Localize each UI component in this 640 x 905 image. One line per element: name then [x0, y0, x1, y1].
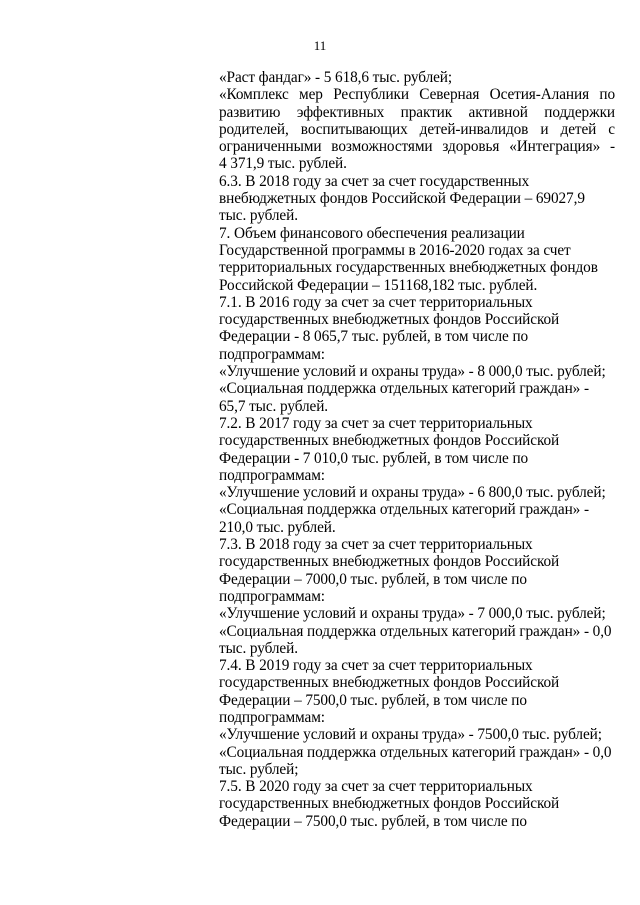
- text-line: «Социальная поддержка отдельных категорий граждан» -: [219, 380, 589, 398]
- text-line: территориальных государственных внебюджетных фондов: [219, 259, 598, 277]
- text-line: «Социальная поддержка отдельных категорий граждан» -: [219, 501, 589, 519]
- text-line: государственных внебюджетных фондов Российской: [219, 795, 560, 813]
- text-line: государственных внебюджетных фондов Российской: [219, 553, 560, 571]
- text-line: подпрограммам:: [219, 466, 325, 484]
- text-line: 7.2. В 2017 году за счет за счет территориальных: [219, 414, 533, 432]
- text-line: тыс. рублей;: [219, 760, 299, 778]
- text-line: тыс. рублей.: [219, 639, 298, 657]
- text-line: 7.3. В 2018 году за счет за счет территориальных: [219, 536, 533, 554]
- text-line: родителей, воспитывающих детей-инвалидов и детей с: [219, 120, 615, 138]
- text-line: 7.1. В 2016 году за счет за счет территориальных: [219, 293, 533, 311]
- text-line: Федерации - 7 010,0 тыс. рублей, в том числе по: [219, 449, 529, 467]
- text-line: 65,7 тыс. рублей.: [219, 397, 329, 415]
- text-line: «Улучшение условий и охраны труда» - 7500,0 тыс. рублей;: [219, 726, 602, 744]
- text-line: подпрограммам:: [219, 708, 325, 726]
- text-line: «Улучшение условий и охраны труда» - 7 000,0 тыс. рублей;: [219, 605, 606, 623]
- text-line: ограниченными возможностями здоровья «Интеграция» -: [219, 138, 615, 156]
- text-line: «Социальная поддержка отдельных категорий граждан» - 0,0: [219, 622, 612, 640]
- text-line: Федерации – 7000,0 тыс. рублей, в том числе по: [219, 570, 527, 588]
- text-line: 4 371,9 тыс. рублей.: [219, 155, 347, 173]
- text-line: государственных внебюджетных фондов Российской: [219, 432, 560, 450]
- text-line: Федерации – 7500,0 тыс. рублей, в том числе по: [219, 812, 527, 830]
- text-line: «Раст фандаг» - 5 618,6 тыс. рублей;: [219, 69, 453, 86]
- text-line: Федерации - 8 065,7 тыс. рублей, в том числе по: [219, 328, 529, 346]
- page-number: 11: [313, 38, 327, 53]
- text-line: 210,0 тыс. рублей.: [219, 518, 336, 536]
- text-line: внебюджетных фондов Российской Федерации – 69027,9: [219, 190, 585, 208]
- text-line: Российской Федерации – 151168,182 тыс. рублей.: [219, 276, 538, 294]
- text-line: «Улучшение условий и охраны труда» - 6 800,0 тыс. рублей;: [219, 484, 606, 502]
- text-line: «Комплекс мер Республики Северная Осетия-Алания по: [219, 86, 615, 104]
- text-line: 6.3. В 2018 году за счет за счет государственных: [219, 172, 530, 190]
- text-line: подпрограммам:: [219, 587, 325, 605]
- text-line: Федерации – 7500,0 тыс. рублей, в том числе по: [219, 691, 527, 709]
- text-line: тыс. рублей.: [219, 207, 298, 225]
- text-line: Государственной программы в 2016-2020 годах за счет: [219, 241, 571, 259]
- text-line: подпрограммам:: [219, 345, 325, 363]
- document-body: [219, 69, 615, 830]
- text-line: государственных внебюджетных фондов Российской: [219, 311, 560, 329]
- text-line: государственных внебюджетных фондов Российской: [219, 674, 560, 692]
- text-line: 7.5. В 2020 году за счет за счет территориальных: [219, 778, 533, 796]
- text-line: «Улучшение условий и охраны труда» - 8 000,0 тыс. рублей;: [219, 363, 606, 381]
- text-line: развитию эффективных практик активной поддержки: [219, 103, 615, 121]
- text-line: 7.4. В 2019 году за счет за счет территориальных: [219, 657, 533, 675]
- text-line: 7. Объем финансового обеспечения реализации: [219, 224, 525, 242]
- text-line: «Социальная поддержка отдельных категорий граждан» - 0,0: [219, 743, 612, 761]
